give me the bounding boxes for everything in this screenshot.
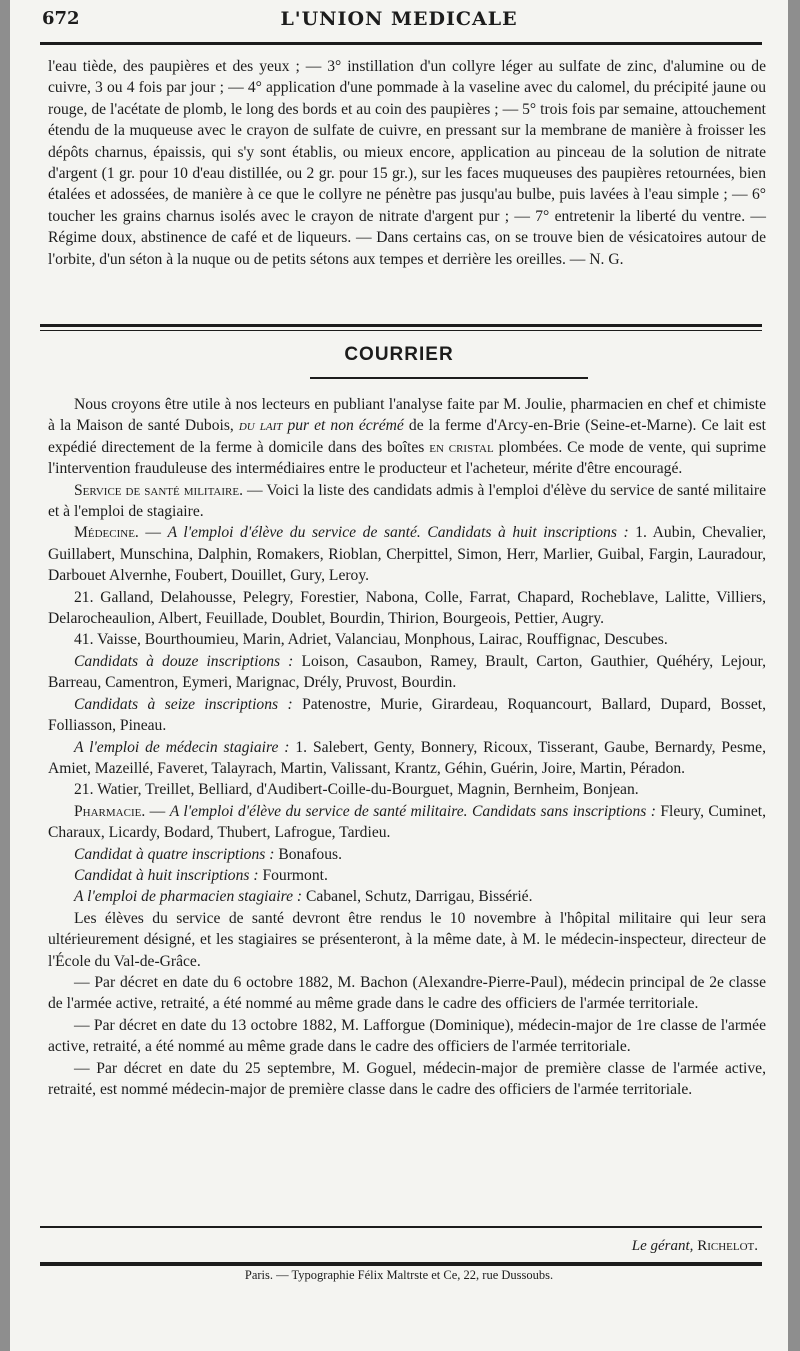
medecine-seize: Candidats à seize inscriptions : Patenostre, Murie, Girardeau, Roquancourt, Ballard, Dupard, Bosset, Folliasson, Pineau. [48, 695, 766, 735]
imprint: Paris. — Typographie Félix Maltrste et Ce, 22, rue Dussoubs. [244, 1268, 554, 1282]
pharmacie-eleve: Pharmacie. — A l'emploi d'élève du service de santé militaire. Candidats sans inscriptions : Fleury, Cuminet, Charaux, Licardy, Bodard, Thubert, Lafrogue, Tardieu. [48, 802, 767, 842]
medecine-eleve-paragraph: Médecine. — A l'emploi d'élève du service de santé. Candidats à huit inscriptions : 1. Aubin, Chevalier, Guillabert, Munschina, Dalphin, Romakers, Rioblan, Cherpittel, Simon, Herr, Marlier, Guibal, Fargin, Lauradour, Darbouet Alvernhe, Foubert, Douillet, Gury, Leroy. [48, 524, 766, 585]
courrier-body [48, 394, 766, 1100]
medecine-eleve-21: 21. Galland, Delahousse, Pelegry, Forestier, Nabona, Colle, Farrat, Chapard, Rocheblave, Lalitte, Villiers, Delarocheaulion, Albert, Feuillade, Doublet, Bourdin, Thirion, Bourgeois, Pettier, Augry. [48, 588, 766, 628]
newspaper-page [10, 0, 788, 1351]
section-rule-top [40, 324, 762, 327]
decret-goguel: — Par décret en date du 25 septembre, M. Goguel, médecin-major de première classe de l'armée active, retraité, est nommé médecin-major de première classe dans le cadre des officiers de l'armée territoriale. [48, 1059, 766, 1098]
joulie-paragraph: Nous croyons être utile à nos lecteurs en publiant l'analyse faite par M. Joulie, pharmacien en chef et chimiste à la Maison de santé Dubois, du lait pur et non écrémé de la ferme d'Arcy-en-Brie (Seine-et-Marne). Ce lait est expédié directement de la ferme à domicile dans des boîtes en cristal plombées. Ce mode de vente, qui suprime l'intervention frauduleuse des intermédiaires entre le producteur et l'acheteur, mérite d'être encouragé. [48, 396, 767, 478]
pharmacie-quatre: Candidat à quatre inscriptions : Bonafous. [74, 845, 342, 863]
section-title: COURRIER [344, 344, 454, 365]
decret-bachon: — Par décret en date du 6 octobre 1882, M. Bachon (Alexandre-Pierre-Paul), médecin principal de 2e classe de l'armée active, retraité, a été nommé au même grade dans le cadre des officiers de l'armée territoriale. [48, 973, 766, 1013]
gerant-signature: Le gérant, Richelot. [631, 1238, 758, 1254]
page-number: 672 [42, 8, 80, 29]
continuation-block [48, 56, 766, 270]
footer-rule-bottom [40, 1262, 762, 1266]
section-rule-top-thin [40, 330, 762, 331]
running-title: L'UNION MEDICALE [280, 8, 518, 30]
pharmacie-huit: Candidat à huit inscriptions : Fourmont. [74, 866, 328, 884]
section-title-rule [310, 377, 588, 379]
medecine-stagiaire-21: 21. Watier, Treillet, Belliard, d'Audibert-Coille-du-Bourguet, Magnin, Bernheim, Bonjean. [74, 781, 639, 799]
medecine-douze: Candidats à douze inscriptions : Loison, Casaubon, Ramey, Brault, Carton, Gauthier, Quéhéry, Lejour, Barreau, Camentron, Eymeri, Marignac, Drély, Pruvost, Bourdin. [48, 652, 767, 692]
page-header [28, 6, 770, 32]
medecine-stagiaire: A l'emploi de médecin stagiaire : 1. Salebert, Genty, Bonnery, Ricoux, Tisserant, Gaube, Bernardy, Pesme, Amiet, Mazeillé, Faveret, Talayrach, Martin, Valissant, Krantz, Géhin, Guérin, Joire, Martin, Péradon. [48, 738, 766, 777]
pharmacie-stagiaire: A l'emploi de pharmacien stagiaire : Cabanel, Schutz, Darrigau, Bissérié. [74, 888, 533, 906]
decret-lafforgue: — Par décret en date du 13 octobre 1882, M. Lafforgue (Dominique), médecin-major de 1re classe de l'armée active, retraité, a été nommé au même grade dans le cadre des officiers de l'armée territoriale. [48, 1016, 766, 1056]
header-rule [40, 42, 762, 45]
service-title: Service de santé militaire. [74, 481, 243, 499]
continuation-paragraph: l'eau tiède, des paupières et des yeux ; — 3° instillation d'un collyre léger au sulfate de zinc, d'alumine ou de cuivre, 3 ou 4 fois par jour ; — 4° application d'une pommade à la vaseline avec du calomel, du précipité jaune ou rouge, de l'acétate de plomb, le long des bords et au coin des paupières ; — 5° trois fois par semaine, attouchement étendu de la muqueuse avec le crayon de sulfate de cuivre, en pressant sur la membrane de manière à froisser les dépôts charnus, épaissis, qui s'y sont établis, ou mieux encore, application au pinceau de la solution de nitrate d'argent (1 gr. pour 10 d'eau distillée, ou 2 gr. pour 15 gr.), sur les faces muqueuses des paupières retournées, bien étalées et adossées, de manière à ce que le collyre ne pénètre pas jusqu'au bulbe, puis lavées à l'eau simple ; — 6° toucher les grains charnus isolés avec le crayon de nitrate d'argent pur ; — 7° entretenir la liberté du ventre. — Régime doux, abstinence de café et de liqueurs. — Dans certains cas, on se trouve bien de vésicatoires autour de l'orbite, d'un séton à la nuque ou de petits sétons aux tempes et derrière les oreilles. — N. G. [48, 58, 766, 268]
footer-rule-top [40, 1226, 762, 1228]
pharmacie-label: Pharmacie. [74, 802, 146, 820]
eleves-note: Les élèves du service de santé devront être rendus le 10 novembre à l'hôpital militaire qui leur sera ultérieurement désigné, et les stagiaires se présenteront, à la même date, à M. le médecin-inspecteur, directeur de l'École du Val-de-Grâce. [48, 909, 766, 970]
service-paragraph: Service de santé militaire. — Voici la liste des candidats admis à l'emploi d'élève du service de santé militaire et à l'emploi de stagiaire. [48, 481, 766, 521]
medecine-eleve-41: 41. Vaisse, Bourthoumieu, Marin, Adriet, Valanciau, Monphous, Lairac, Rouffignac, Descubes. [74, 631, 668, 649]
medecine-label: Médecine. [74, 524, 139, 542]
